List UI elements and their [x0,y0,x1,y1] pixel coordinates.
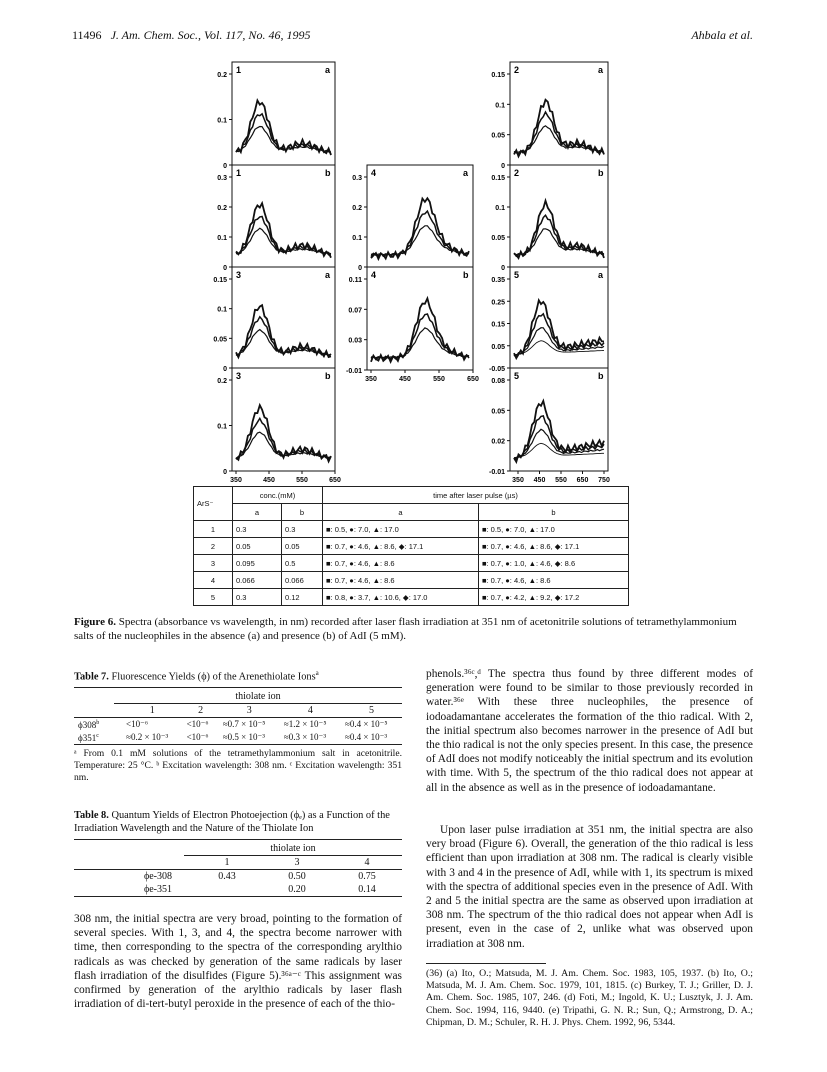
table-row: 2 0.05 0.05 ■: 0.7, ●: 4.6, ▲: 8.6, ◆: 17.1 ■: 0.7, ●: 4.6, ▲: 8.6, ◆: 17.1 [194,538,629,555]
x-tick-label: 650 [467,376,479,383]
panel-sublabel: b [598,168,604,178]
y-tick-label: 0.35 [491,277,505,284]
spectrum-panel-2a [491,62,608,170]
spectrum-panel-3a [213,267,335,373]
y-tick-label: 0.1 [495,102,505,110]
col-header-time: time after laser pulse (µs) [323,487,629,504]
panel-sublabel: a [463,168,469,178]
figure-caption [74,615,754,643]
spectrum-panel-4a [352,165,473,272]
figure-label: Figure 6. [74,616,116,628]
y-tick-label: 0.15 [491,175,505,182]
y-tick-label: 0.02 [491,438,505,446]
spectra-panels [213,62,610,484]
table-row: 3 0.095 0.5 ■: 0.7, ●: 4.6, ▲: 8.6 ■: 0.7, ●: 1.0, ▲: 4.6, ◆: 8.6 [194,555,629,572]
spectrum-panel-5b [489,368,608,476]
table-row: ϕ351$^c$ ≈0.2 × 10⁻³ <10⁻⁶ ≈0.5 × 10⁻³ ≈0.3 × 10⁻³ ≈0.4 × 10⁻³ [78,732,388,743]
y-tick-label: 0.1 [217,235,227,242]
x-tick-label: 350 [365,376,377,383]
x-tick-label: 450 [263,477,275,484]
y-tick-label: 0.1 [217,117,227,125]
panel-label: 1 [236,168,242,178]
table-7-body [74,704,402,745]
journal-citation: J. Am. Chem. Soc., Vol. 117, No. 46, 1995 [110,28,311,42]
spectrum-panel-5a [489,267,608,373]
y-tick-label: 0.15 [213,277,227,284]
panel-sublabel: b [463,270,469,280]
figure-6-spectra [0,0,827,490]
y-tick-label: -0.05 [489,366,505,373]
x-tick-label: 350 [230,477,242,484]
col-header: 4 [307,705,313,717]
col-header: 5 [368,705,374,717]
table-row: 5 0.3 0.12 ■: 0.8, ●: 3.7, ▲: 10.6, ◆: 17.0 ■: 0.7, ●: 4.2, ▲: 9.2, ◆: 17.2 [194,589,629,606]
y-tick-label: -0.01 [489,469,505,476]
y-tick-label: 0 [223,469,227,476]
x-tick-label: 650 [329,477,341,484]
panel-label: 3 [236,270,242,280]
y-tick-label: 0 [501,265,505,272]
y-tick-label: 0.2 [217,378,227,385]
y-tick-label: 0.1 [217,306,227,314]
x-tick-label: 450 [399,376,411,383]
table-8 [74,809,402,897]
panel-label: 3 [236,371,242,381]
y-tick-label: 0.2 [217,72,227,79]
panel-sublabel: a [598,270,604,280]
y-tick-label: 0 [358,265,362,272]
col-header: 3 [246,705,252,717]
spectrum-panel-1a [217,62,335,170]
subheader-time-b: b [478,504,628,521]
y-tick-label: 0 [223,265,227,272]
figure-6-legend-table [193,486,629,606]
y-tick-label: -0.01 [346,368,362,375]
body-text-right-2: Upon laser pulse irradiation at 351 nm, the initial spectra are also very broad (Figure 6). Overall, the generation of the thio radical is less efficient than upon irradiation at 308 nm. The radical is clearly visible with 3 and 4 in the presence of AdI, while with 1, its spectrum is mixed with the spectra of additional species even in the presence of AdI. With 2 and 5 the initial spectra are the same as observed upon irradiation at 308 nm. The spectrum of the thio radical does not appear when AdI is present, even in the case of 2, unlike what was observed upon irradiation at 308 nm. [426,824,753,950]
col-header-ars: ArS⁻ [194,487,233,521]
panel-label: 2 [514,168,520,178]
table-row: ϕe-351 0.20 0.14 [143,884,376,895]
figure-caption-text: Spectra (absorbance vs wavelength, in nm) recorded after laser flash irradiation at 351 nm of acetonitrile solutions of tetramethylammonium salts of the nucleophiles in the absence (a) and presence (b) of AdI (5 mM). [74,616,737,642]
x-tick-label: 350 [512,477,524,484]
table-row: 1 0.3 0.3 ■: 0.5, ●: 7.0, ▲: 17.0 ■: 0.5, ●: 7.0, ▲: 17.0 [194,521,629,538]
y-tick-label: 0.15 [491,321,505,329]
y-tick-label: 0 [501,163,505,170]
table-row: 4 0.066 0.066 ■: 0.7, ●: 4.6, ▲: 8.6 ■: 0.7, ●: 4.6, ▲: 8.6 [194,572,629,589]
y-tick-label: 0.3 [352,175,362,182]
panel-label: 5 [514,371,520,381]
panel-label: 1 [236,65,242,75]
spectrum-panel-1b [217,165,335,272]
col-header: 2 [198,705,204,717]
page-number: 11496 [72,28,102,42]
panel-sublabel: a [598,65,604,75]
panel-label: 4 [371,168,377,178]
body-text-left: 308 nm, the initial spectra are very broad, pointing to the formation of several species. With 1, 3, and 4, the spectra become narrower with time, then corresponding to the spectra of the corresponding arylthio radicals as was checked by generation of the same radicals by laser flash irradiation of the disulfides (Figure 5).³⁶ᵃ⁻ᶜ This assignment was confirmed by generation of the arylthio radicals by laser flash irradiation of di-tert-butyl peroxide in the presence of each of the thio- [74,913,402,1011]
x-tick-label: 550 [433,376,445,383]
body-text-right-1: phenols.³⁶ᶜ,ᵈ The spectra thus found by three different modes of generation were found to be similar to those previously recorded in water.³⁶ᵉ With these three nucleophiles, the presence of iodoadamantane accelerates the formation of the thio radical. With 2, the initial spectrum also becomes narrower in the presence of AdI but the thio radical is not the only species present. In this case, the presence of AdI does not modify noticeably the initial spectrum and its evolution with time. With 5, the spectrum of the thio radical does not appear at all in the absence as well as in the presence of iodoadamantane. [426,668,753,794]
y-tick-label: 0.08 [491,378,505,385]
table-7-group-header: thiolate ion [114,691,402,704]
table-8-body: 1 3 4 ϕe-308 0.43 0.50 0.75 ϕe-351 0.20 0.14 [74,856,402,897]
y-tick-label: 0.05 [213,336,227,344]
x-tick-label: 550 [296,477,308,484]
y-tick-label: 0.07 [348,307,362,315]
y-tick-label: 0.2 [352,205,362,212]
panel-sublabel: b [325,371,331,381]
y-tick-label: 0.05 [491,235,505,242]
x-tick-label: 450 [533,477,546,484]
y-tick-label: 0 [223,366,227,373]
table-row: ϕe-308 0.43 0.50 0.75 [143,871,376,882]
subheader-b: b [282,504,323,521]
x-tick-label: 550 [555,477,567,484]
panel-label: 5 [514,270,520,280]
y-tick-label: 0.2 [217,205,227,212]
y-tick-label: 0.15 [491,72,505,79]
y-tick-label: 0.1 [352,235,362,242]
y-tick-label: 0.1 [217,423,227,431]
panel-sublabel: b [325,168,331,178]
subheader-time-a: a [323,504,479,521]
y-tick-label: 0.11 [348,277,362,284]
subheader-a: a [233,504,282,521]
y-tick-label: 0.05 [491,408,505,416]
y-tick-label: 0.03 [348,337,362,345]
footnote-divider [426,963,546,964]
panel-sublabel: a [325,65,331,75]
panel-sublabel: b [598,371,604,381]
panel-label: 4 [371,270,377,280]
col-header-conc: conc.(mM) [233,487,323,504]
x-tick-label: 750 [598,477,610,484]
table-8-title: Table 8. Quantum Yields of Electron Photoejection (ϕₑ) as a Function of the Irradiation Wavelength and the Nature of the Thiolate Ion [74,809,402,840]
y-tick-label: 0.05 [491,132,505,140]
y-tick-label: 0 [223,163,227,170]
y-tick-label: 0.25 [491,299,505,307]
y-tick-label: 0.1 [495,205,505,212]
spectrum-panel-3b [217,368,335,476]
table-7 [74,667,402,784]
spectrum-panel-2b [491,165,608,272]
spectrum-panel-4b [346,267,473,375]
panel-label: 2 [514,65,520,75]
x-tick-label: 650 [576,477,589,484]
y-tick-label: 0.05 [491,343,505,351]
table-row: ϕ308$^b$ <10⁻⁶ <10⁻⁶ ≈0.7 × 10⁻⁵ ≈1.2 × 10⁻⁵ ≈0.4 × 10⁻⁵ [78,719,388,730]
page-header-author: Ahbala et al. [691,28,753,42]
table-7-footnote: ᵃ From 0.1 mM solutions of the tetramethylammonium salt in acetonitrile. Temperature: 25 °C. ᵇ Excitation wavelength: 308 nm. ᶜ Excitation wavelength: 351 nm. [74,748,402,784]
table-7-title: Table 7. Fluorescence Yields (ϕ) of the Arenethiolate Ions$^a$ [74,667,402,688]
col-header: 1 [149,705,155,717]
references: (36) (a) Ito, O.; Matsuda, M. J. Am. Chem. Soc. 1983, 105, 1937. (b) Ito, O.; Matsuda, M. J. Am. Chem. Soc. 1979, 101, 1815. (c) Burkey, T. J.; Griller, D. J. Am. Chem. Soc. 1985, 107, 246. (d) Foti, M.; Ingold, K. U.; Lusztyk, J. J. Am. Chem. Soc. 1994, 116, 9440. (e) Tripathi, G. N. R.; Sun, Q.; Armstrong, D. A.; Chipman, D. M.; Schuler, R. H. J. Phys. Chem. 1992, 96, 5344. [426,968,753,1028]
table-8-group-header: thiolate ion [184,843,402,856]
y-tick-label: 0.3 [217,175,227,182]
panel-sublabel: a [325,270,331,280]
